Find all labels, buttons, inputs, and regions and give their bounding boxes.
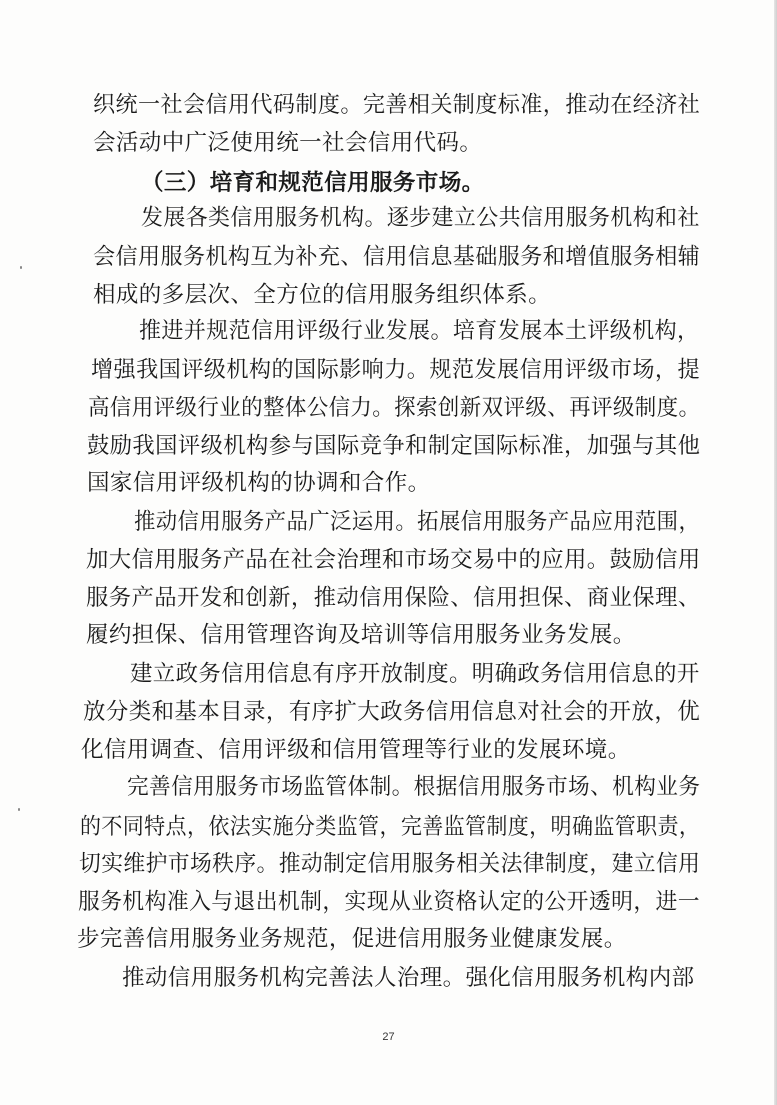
scan-speck bbox=[18, 808, 20, 811]
body-text-line: 放分类和基本目录，有序扩大政务信用信息对社会的开放，优 bbox=[83, 699, 701, 725]
body-text-line: 完善信用服务市场监管体制。根据信用服务市场、机构业务 bbox=[127, 774, 701, 800]
section-heading: （三）培育和规范信用服务市场。 bbox=[141, 170, 485, 196]
body-text-line: 推动信用服务机构完善法人治理。强化信用服务机构内部 bbox=[122, 965, 695, 991]
body-text-line: 国家信用评级机构的协调和合作。 bbox=[87, 470, 431, 496]
body-text-line: 加大信用服务产品在社会治理和市场交易中的应用。鼓励信用 bbox=[86, 547, 701, 573]
body-text-line: 增强我国评级机构的国际影响力。规范发展信用评级市场，提 bbox=[91, 357, 701, 383]
scan-speck bbox=[20, 266, 22, 269]
body-text-line: 切实维护市场秩序。推动制定信用服务相关法律制度，建立信用 bbox=[79, 851, 701, 877]
body-text-line: 推动信用服务产品广泛运用。拓展信用服务产品应用范围， bbox=[134, 509, 701, 535]
body-text-line: 建立政务信用信息有序开放制度。明确政务信用信息的开 bbox=[130, 661, 700, 687]
body-text-line: 鼓励我国评级机构参与国际竞争和制定国际标准，加强与其他 bbox=[87, 433, 701, 459]
body-text-line: 织统一社会信用代码制度。完善相关制度标准，推动在经济社 bbox=[93, 92, 701, 118]
body-text-line: 推进并规范信用评级行业发展。培育发展本土评级机构， bbox=[139, 318, 700, 344]
body-text-line: 发展各类信用服务机构。逐步建立公共信用服务机构和社 bbox=[141, 205, 700, 231]
page-number: 27 bbox=[382, 1031, 395, 1043]
body-text-line: 高信用评级行业的整体公信力。探索创新双评级、再评级制度。 bbox=[88, 395, 701, 421]
body-text-line: 服务产品开发和创新，推动信用保险、信用担保、商业保理、 bbox=[86, 585, 701, 611]
body-text-line: 履约担保、信用管理咨询及培训等信用服务业务发展。 bbox=[86, 622, 636, 648]
body-text-line: 步完善信用服务业务规范，促进信用服务业健康发展。 bbox=[77, 926, 627, 952]
body-text-line: 会活动中广泛使用统一社会信用代码。 bbox=[93, 130, 483, 156]
body-text-line: 化信用调查、信用评级和信用管理等行业的发展环境。 bbox=[81, 737, 631, 763]
body-text-line: 会信用服务机构互为补充、信用信息基础服务和增值服务相辅 bbox=[93, 244, 701, 270]
body-text-line: 的不同特点，依法实施分类监管，完善监管制度，明确监管职责， bbox=[80, 814, 701, 840]
body-text-line: 相成的多层次、全方位的信用服务组织体系。 bbox=[93, 282, 552, 308]
body-text-line: 服务机构准入与退出机制，实现从业资格认定的公开透明，进一 bbox=[78, 889, 700, 915]
